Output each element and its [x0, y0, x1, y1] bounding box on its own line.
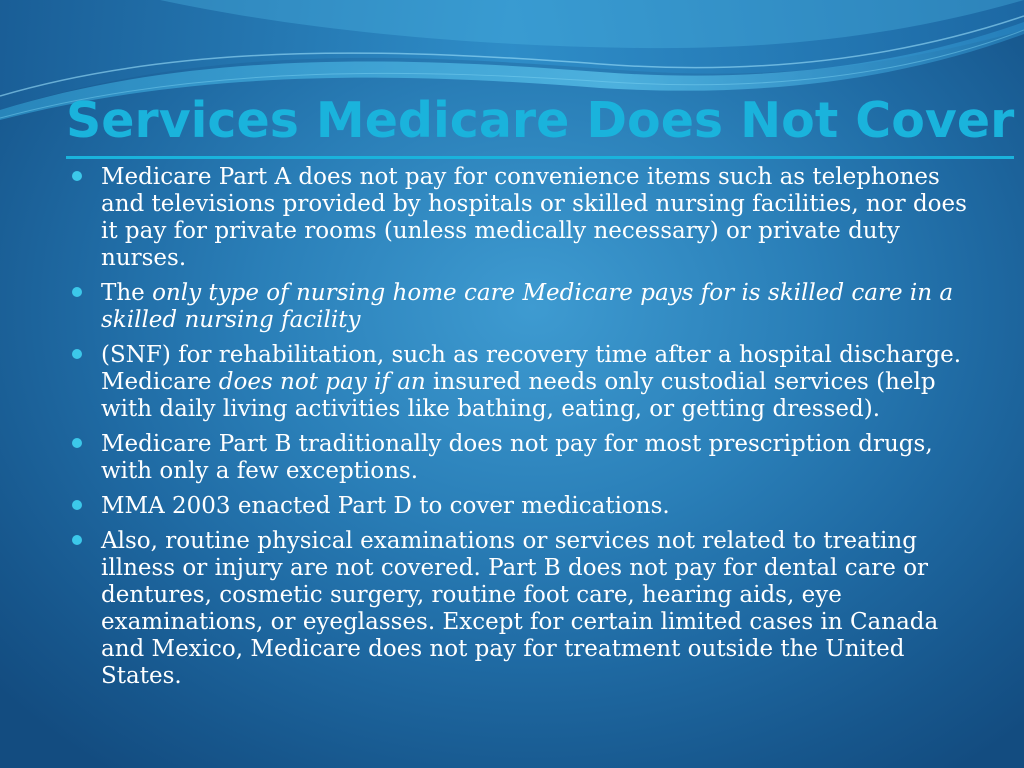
bullet-dot-icon: [72, 535, 82, 545]
list-item: [72, 342, 982, 423]
bullet-dot-icon: [72, 438, 82, 448]
bullet-text-prefix: The: [101, 280, 153, 306]
bullet-dot-icon: [72, 171, 82, 181]
list-item: [72, 493, 982, 520]
slide-title: Services Medicare Does Not Cover: [66, 86, 1014, 159]
bullet-text-prefix: (SNF) for rehabilitation, such as recovery time after a hospital discharge. Medicare: [101, 342, 962, 395]
bullet-dot-icon: [72, 287, 82, 297]
bullet-text-italic: does not pay if an: [218, 369, 426, 395]
bullet-text: Also, routine physical examinations or services not related to treating illness or injury are not covered. Part B does not pay for dental care or dentures, cosmetic surgery, routine foot care, hearing aids, eye examinations, or eyeglasses. Except for certain limited cases in Canada and Mexico, Medicare does not pay for treatment outside the United States.: [101, 528, 939, 689]
bullet-text: MMA 2003 enacted Part D to cover medications.: [101, 493, 670, 519]
list-item: [72, 431, 982, 485]
bullet-list: [72, 164, 982, 698]
bullet-text-suffix: insured needs only custodial services (help with daily living activities like bathing, eating, or getting dressed).: [101, 369, 936, 422]
list-item: [72, 280, 982, 334]
bullet-text: Medicare Part B traditionally does not pay for most prescription drugs, with only a few exceptions.: [101, 431, 933, 484]
bullet-text-italic: only type of nursing home care Medicare pays for is skilled care in a skilled nursing facility: [101, 280, 954, 333]
list-item: [72, 164, 982, 272]
bullet-dot-icon: [72, 500, 82, 510]
bullet-text: Medicare Part A does not pay for convenience items such as telephones and televisions provided by hospitals or skilled nursing facilities, nor does it pay for private rooms (unless medically necessary) or private duty nurses.: [101, 164, 967, 271]
bullet-dot-icon: [72, 349, 82, 359]
list-item: [72, 528, 982, 690]
